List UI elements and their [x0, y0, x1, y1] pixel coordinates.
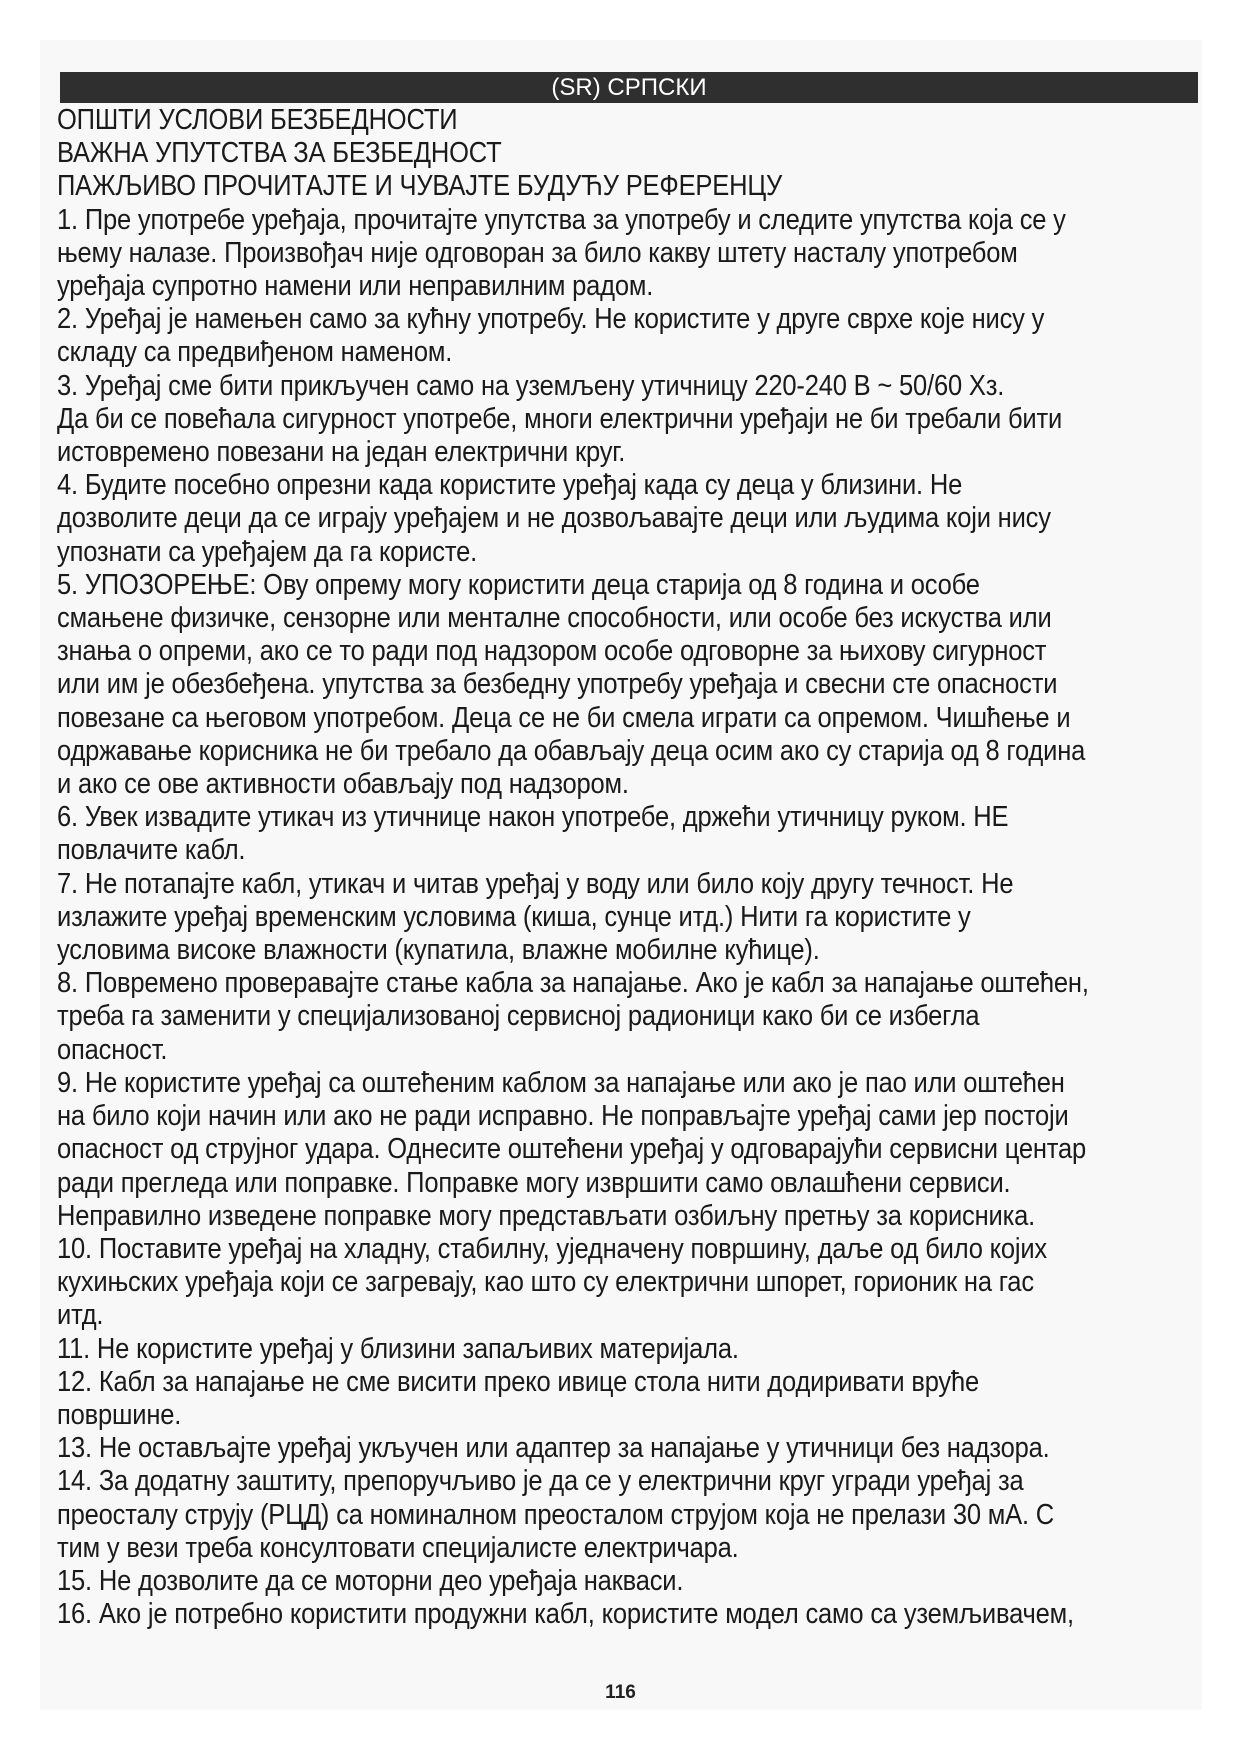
body-text-line: повлачите кабл.: [57, 834, 246, 867]
language-header-bar: [60, 72, 1198, 103]
body-text-line: 7. Не потапајте кабл, утикач и читав уређај у воду или било коју другу течност. Не: [57, 867, 1014, 900]
body-text-line: 3. Уређај сме бити прикључен само на уземљену утичницу 220-240 В ~ 50/60 Хз.: [57, 369, 1005, 402]
body-text-line: излажите уређај временским условима (киша, сунце итд.) Нити га користите у: [57, 900, 971, 933]
body-text-line: треба га заменити у специјализованој сервисној радионици како би се избегла: [57, 1000, 980, 1033]
body-text-line: уређаја супротно намени или неправилним радом.: [57, 270, 654, 303]
body-text-line: условима високе влажности (купатила, влажне мобилне кућице).: [57, 934, 820, 967]
body-text-line: 1. Пре употребе уређаја, прочитајте упутства за употребу и следите упутства која се у: [57, 203, 1066, 236]
body-text-line: на било који начин или ако не ради исправно. Не поправљајте уређај сами јер постоји: [57, 1100, 1069, 1133]
language-label: (SR) СРПСКИ: [551, 74, 707, 101]
body-text-line: Неправилно изведене поправке могу представљати озбиљну претњу за корисника.: [57, 1199, 1036, 1232]
body-text-line: 14. За додатну заштиту, препоручљиво је да се у електрични круг угради уређај за: [57, 1465, 1024, 1498]
body-text-line: опасност.: [57, 1033, 168, 1066]
body-text-line: складу са предвиђеном наменом.: [57, 336, 453, 369]
body-text-line: повезане са његовом употребом. Деца се не би смела играти са опремом. Чишћење и: [57, 701, 1071, 734]
document-body: [57, 104, 1207, 1631]
body-text-line: њему налазе. Произвођач није одговоран за било какву штету насталу употребом: [57, 236, 1018, 269]
body-text-line: 8. Повремено проверавајте стање кабла за напајање. Ако је кабл за напајање оштећен,: [57, 967, 1089, 1000]
body-text-line: 12. Кабл за напајање не сме висити преко ивице стола нити додиривати вруће: [57, 1365, 980, 1398]
body-text-line: 10. Поставите уређај на хладну, стабилну, уједначену површину, даље од било којих: [57, 1232, 1048, 1265]
body-text-line: одржавање корисника не би требало да обављају деца осим ако су старија од 8 година: [57, 734, 1086, 767]
body-text-line: 6. Увек извадите утикач из утичнице након употребе, држећи утичницу руком. НЕ: [57, 801, 1009, 834]
body-text-line: ради прегледа или поправке. Поправке могу извршити само овлашћени сервиси.: [57, 1166, 1011, 1199]
body-text-line: површине.: [57, 1398, 182, 1431]
section-heading: ОПШТИ УСЛОВИ БЕЗБЕДНОСТИ: [57, 104, 458, 136]
body-text-line: знања о опреми, ако се то ради под надзором особе одговорне за њихову сигурност: [57, 635, 1047, 668]
body-text-line: итд.: [57, 1299, 104, 1332]
body-text-line: 13. Не остављајте уређај укључен или адаптер за напајање у утичници без надзора.: [57, 1432, 1050, 1465]
body-text-line: кухињских уређаја који се загревају, као што су електрични шпорет, горионик на гас: [57, 1266, 1034, 1299]
body-text-line: дозволите деци да се играју уређајем и не дозвољавајте деци или људима који нису: [57, 502, 1051, 535]
section-heading: ВАЖНА УПУТСТВА ЗА БЕЗБЕДНОСТ: [57, 137, 502, 170]
body-text-line: или им је обезбеђена. упутства за безбедну употребу уређаја и свесни сте опасности: [57, 668, 1058, 701]
page-number: 116: [605, 1682, 636, 1703]
body-text-line: смањене физичке, сензорне или менталне способности, или особе без искуства или: [57, 602, 1052, 635]
body-text-line: Да би се повећала сигурност употребе, многи електрични уређаји не би требали бити: [57, 402, 1063, 435]
body-text-line: 15. Не дозволите да се моторни део уређаја накваси.: [57, 1564, 684, 1597]
body-text-line: упознати са уређајем да га користе.: [57, 535, 478, 568]
body-text-line: 9. Не користите уређај са оштећеним каблом за напајање или ако је пао или оштећен: [57, 1066, 1065, 1099]
body-text-line: преосталу струју (РЦД) са номиналном преосталом струјом која не прелази 30 мА. С: [57, 1498, 1055, 1531]
body-text-line: 5. УПОЗОРЕЊЕ: Ову опрему могу користити деца старија од 8 година и особе: [57, 568, 980, 601]
body-text-line: 2. Уређај је намењен само за кућну употребу. Не користите у друге сврхе које нису у: [57, 303, 1045, 336]
body-text-line: 11. Не користите уређај у близини запаљивих материјала.: [57, 1332, 739, 1365]
body-text-line: опасност од струјног удара. Однесите оштећени уређај у одговарајући сервисни центар: [57, 1133, 1087, 1166]
body-text-line: 4. Будите посебно опрезни када користите уређај када су деца у близини. Не: [57, 469, 963, 502]
body-text-line: и ако се ове активности обављају под надзором.: [57, 768, 629, 801]
body-text-line: истовремено повезани на један електрични круг.: [57, 436, 626, 469]
body-text-line: тим у вези треба консултовати специјалисте електричара.: [57, 1531, 739, 1564]
section-heading: ПАЖЉИВО ПРОЧИТАЈТЕ И ЧУВАЈТЕ БУДУЋУ РЕФЕРЕНЦУ: [57, 170, 783, 203]
body-text-line: 16. Ако је потребно користити продужни кабл, користите модел само са уземљивачем,: [57, 1598, 1074, 1631]
